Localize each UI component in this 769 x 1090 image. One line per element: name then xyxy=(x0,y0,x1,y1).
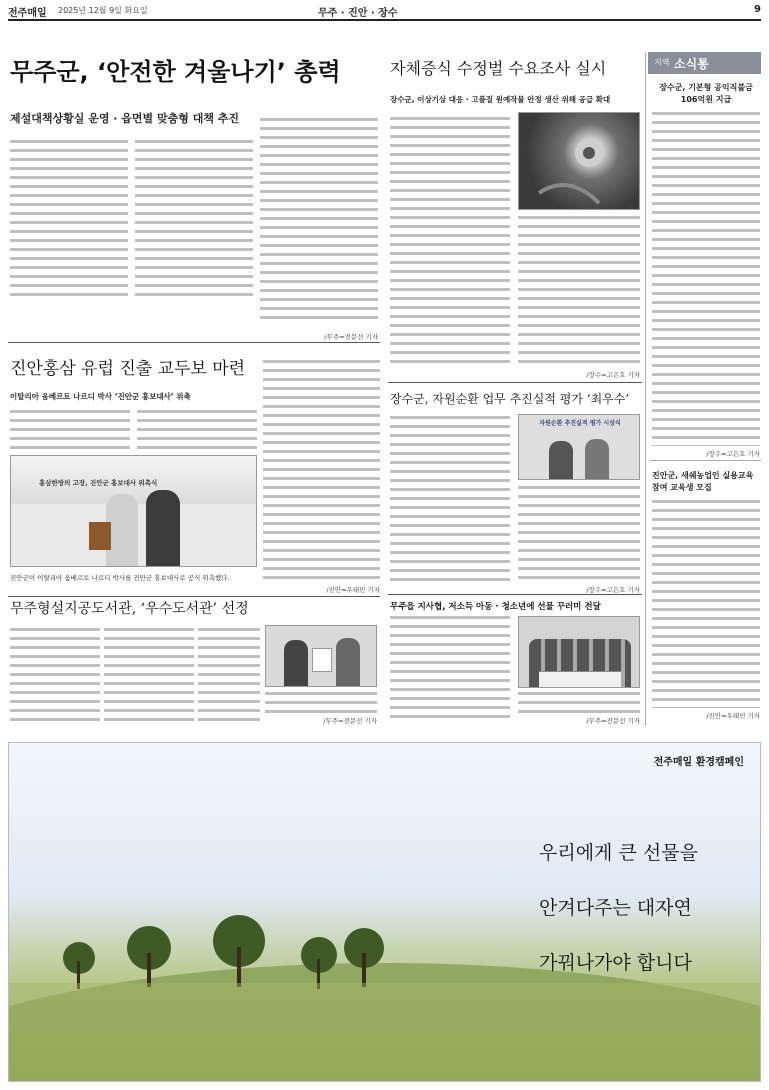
sidebar-item-2-body xyxy=(652,500,760,708)
library-body-col2 xyxy=(104,628,194,723)
library-headline: 무주형설지공도서관, ‘우수도서관’ 선정 xyxy=(10,601,249,617)
survey-rule xyxy=(388,382,642,383)
plaque xyxy=(89,522,111,550)
jangsu-eval-body-col2 xyxy=(518,486,640,584)
ginseng-rule xyxy=(8,596,380,597)
ginseng-body-col3 xyxy=(263,360,380,582)
survey-photo xyxy=(518,112,640,210)
ad-line-3: 가꿔나가야 합니다 xyxy=(539,952,692,974)
library-person-right xyxy=(336,638,360,687)
library-byline: /무주=전문선 기자 xyxy=(323,717,377,725)
library-body-col3 xyxy=(198,628,260,723)
muju-gift-body-col2 xyxy=(518,692,640,714)
section-name: 무주 · 진안 · 장수 xyxy=(318,8,398,19)
sidebar-label: 지역 xyxy=(654,58,670,67)
library-photo xyxy=(265,625,377,687)
library-body-col1 xyxy=(10,628,100,723)
sidebar-item-1-byline: /장수=고은호 기자 xyxy=(706,450,760,458)
bee-flower-image xyxy=(519,113,640,210)
jangsu-eval-byline: /장수=고은호 기자 xyxy=(586,586,640,594)
survey-body-col1 xyxy=(390,117,510,367)
survey-byline: /장수=고은호 기자 xyxy=(586,371,640,379)
survey-subhead: 장수군, 이상기상 대응 · 고품질 원예작물 안정 생산 위해 공급 확대 xyxy=(390,95,611,104)
sidebar-tab xyxy=(648,52,761,74)
lead-headline: 무주군, ‘안전한 겨울나기’ 총력 xyxy=(10,58,341,86)
ad-line-1: 우리에게 큰 선물을 xyxy=(539,842,698,864)
ginseng-photo xyxy=(10,455,257,567)
ad-line-2: 안겨다주는 대자연 xyxy=(539,897,692,919)
lead-rule xyxy=(8,342,380,343)
lead-subhead: 제설대책상황실 운영 · 읍면별 맞춤형 대책 추진 xyxy=(10,112,240,125)
muju-gift-body-col1 xyxy=(390,616,510,724)
lead-body-col3 xyxy=(260,118,378,323)
jangsu-eval-rule xyxy=(388,594,642,595)
person-right xyxy=(146,490,180,567)
muju-gift-byline: /무주=전문선 기자 xyxy=(586,717,640,725)
ginseng-headline: 진안홍삼 유럽 진출 교두보 마련 xyxy=(10,359,246,379)
ginseng-body-col2 xyxy=(137,410,257,450)
ginseng-subhead: 이탈리아 움베르토 나르디 박사 ‘진안군 홍보대사’ 위촉 xyxy=(10,392,191,401)
jangsu-eval-body-col1 xyxy=(390,416,510,586)
ginseng-caption: 진안군이 이탈리아 움베르토 나르디 박사를 진안군 홍보대사로 공식 위촉했다. xyxy=(10,574,230,582)
environment-campaign-ad xyxy=(8,742,761,1082)
masthead-rule xyxy=(8,19,761,21)
award-person-left xyxy=(549,441,573,480)
issue-date: 2025년 12월 9일 화요일 xyxy=(58,6,148,15)
muju-gift-photo xyxy=(518,616,640,688)
ginseng-body-col1 xyxy=(10,410,130,450)
jangsu-eval-headline: 장수군, 자원순환 업무 추진실적 평가 ‘최우수’ xyxy=(390,392,630,406)
masthead xyxy=(8,4,761,18)
sidebar-item-1-body xyxy=(652,112,760,446)
sidebar-divider xyxy=(645,52,646,726)
sidebar-title: 소식통 xyxy=(674,57,709,71)
lead-body-col1 xyxy=(10,140,128,300)
library-person-left xyxy=(284,640,308,687)
ad-campaign-title: 전주매일 환경캠페인 xyxy=(653,757,744,768)
lead-byline: /무주=전문선 기자 xyxy=(324,333,378,341)
ginseng-byline: /진안=우태민 기자 xyxy=(326,586,380,594)
survey-headline: 자체증식 수정벌 수요조사 실시 xyxy=(390,59,607,78)
award-person-right xyxy=(585,439,609,480)
sidebar-item-1-headline: 장수군, 기본형 공익직불금 106억원 지급 xyxy=(659,83,753,104)
library-body-col4 xyxy=(265,692,377,714)
lead-body-col2 xyxy=(135,140,253,300)
page-number: 9 xyxy=(754,4,761,15)
muju-gift-headline: 무주읍 지사협, 저소득 아동 · 청소년에 선물 꾸러미 전달 xyxy=(390,602,601,612)
paper-name: 전주매일 xyxy=(8,8,47,19)
sidebar-item-2-byline: /진안=우태민 기자 xyxy=(706,712,760,720)
sidebar-rule xyxy=(650,460,761,461)
gift-boxes xyxy=(539,671,621,688)
sidebar-item-2-headline: 진안군, 새쉐농업인 실용교육 참여 교육생 모집 xyxy=(652,471,754,492)
ginseng-photo-banner: 홍삼한방의 고장, 진안군 홍보대사 위촉식 xyxy=(39,479,158,487)
library-certificate xyxy=(312,648,332,672)
survey-body-col2 xyxy=(518,216,640,366)
jangsu-eval-photo-banner: 자원순환 추진실적 평가 시상식 xyxy=(539,420,621,427)
jangsu-eval-photo xyxy=(518,414,640,480)
